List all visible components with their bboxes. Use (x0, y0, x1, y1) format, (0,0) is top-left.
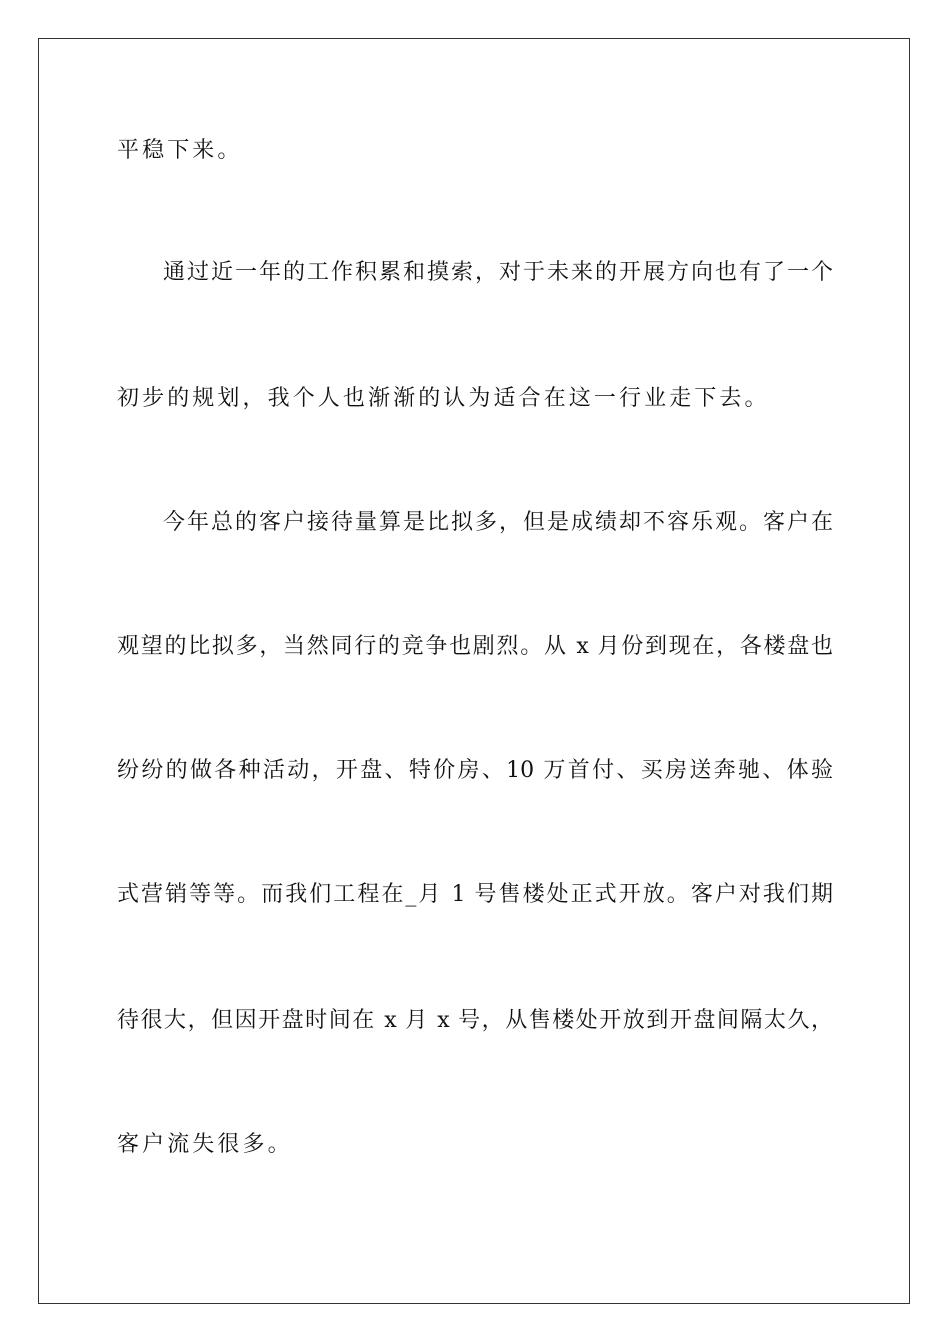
text-line: 纷纷的做各种活动，开盘、特价房、10 万首付、买房送奔驰、体验 (117, 758, 833, 783)
text-line: 待很大，但因开盘时间在 x 月 x 号，从售楼处开放到开盘间隔太久， (117, 1008, 833, 1033)
text-line: 式营销等等。而我们工程在_月 1 号售楼处正式开放。客户对我们期 (117, 882, 833, 907)
text-line: 今年总的客户接待量算是比拟多，但是成绩却不容乐观。客户在 (163, 510, 833, 535)
text-line: 初步的规划，我个人也渐渐的认为适合在这一行业走下去。 (117, 386, 770, 411)
text-line: 观望的比拟多，当然同行的竞争也剧烈。从 x 月份到现在，各楼盘也 (117, 634, 833, 659)
text-line: 平稳下来。 (117, 138, 243, 163)
page-border (38, 38, 910, 1304)
text-line: 客户流失很多。 (117, 1132, 293, 1157)
text-line: 通过近一年的工作积累和摸索，对于未来的开展方向也有了一个 (163, 260, 833, 285)
